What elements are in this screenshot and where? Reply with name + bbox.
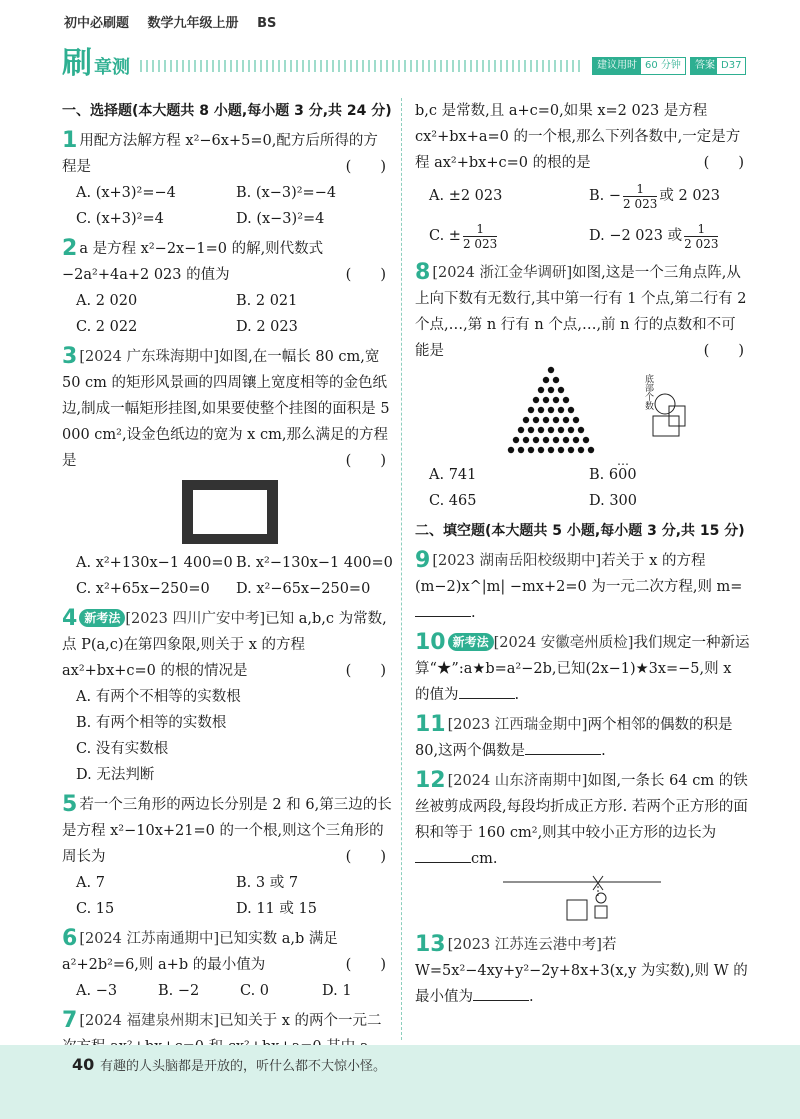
option: A. −3: [76, 983, 118, 999]
question-text: 若一个三角形的两边长分别是 2 和 6,第三边的长是方程 x²−10x+21=0 的一个根,则这个三角形的周长为: [62, 797, 392, 865]
option: B. 有两个相等的实数根: [76, 715, 227, 731]
question-text: 用配方法解方程 x²−6x+5=0,配方后所得的方程是: [62, 133, 378, 175]
question-source: [2024 山东济南期中]: [447, 773, 588, 789]
dot: [563, 437, 569, 443]
ellipsis: …: [617, 454, 629, 468]
answer-paren: ( ): [703, 343, 744, 359]
option: D. 11 或 15: [236, 901, 317, 917]
option: C. (x+3)²=4: [76, 211, 164, 227]
question-text: 两个相邻的偶数的积是 80,这两个偶数是: [415, 717, 733, 759]
dot: [518, 427, 524, 433]
answer-paren: ( ): [345, 849, 386, 865]
option: B. (x−3)²=−4: [236, 185, 337, 201]
dot: [533, 397, 539, 403]
question-2: [62, 236, 392, 340]
question-text: b,c 是常数,且 a+c=0,如果 x=2 023 是方程 cx²+bx+a=0 的一个根,那么下列各数中,一定是方程 ax²+bx+c=0 的根的是: [415, 103, 741, 171]
question-text: 若 W=5x²−4xy+y²−2y+8x+3(x,y 为实数),则 W 的最小值为: [415, 937, 748, 1005]
question-number: 4: [62, 606, 78, 631]
fraction: $\frac{1}{2 023}$: [684, 221, 719, 251]
option: B. 600: [589, 467, 637, 483]
question-source: [2024 安徽亳州质检]: [493, 635, 634, 651]
fraction: $\frac{1}{2 023}$: [462, 221, 498, 251]
dot: [588, 447, 594, 453]
time-label: 建议用时: [592, 57, 642, 75]
options: [76, 684, 392, 788]
options: [76, 978, 392, 1004]
answer-label: 答案: [690, 57, 720, 75]
question-source: [2023 四川广安中考]: [125, 611, 266, 627]
dot: [543, 377, 549, 383]
question-1: [62, 128, 392, 232]
option: C. 没有实数根: [76, 741, 169, 757]
question-source: [2024 江苏南通期中]: [79, 931, 220, 947]
question-text: 已知 a,b,c 为常数,点 P(a,c)在第四象限,则关于 x 的方程 ax²+bx+c=0 的根的情况是: [62, 611, 387, 679]
question-text: 如图,在一幅长 80 cm,宽 50 cm 的矩形风景画的四周镶上宽度相等的金色纸边,制成一幅矩形挂图,如果要使整个挂图的面积是 5 000 cm²,设金色纸边的宽为 x cm,那么满足的方程是: [62, 349, 390, 469]
question-number: 8: [415, 260, 431, 285]
dot-triangle-figure: [415, 364, 750, 468]
dot: [563, 417, 569, 423]
question-source: [2023 江西瑞金期中]: [447, 717, 588, 733]
question-5: [62, 792, 392, 922]
dot: [538, 447, 544, 453]
option: A. 7: [76, 875, 105, 891]
answer-paren: ( ): [703, 155, 744, 171]
right-column: [415, 98, 750, 1010]
answer-blank[interactable]: [415, 602, 471, 617]
dot: [553, 417, 559, 423]
running-header: [64, 12, 290, 31]
option: B. 2 021: [236, 293, 298, 309]
question-6: [62, 926, 392, 1004]
options: [76, 180, 392, 232]
dot: [548, 407, 554, 413]
option: B. x²−130x−1 400=0: [236, 555, 393, 571]
answer-blank[interactable]: [415, 848, 471, 863]
answer-page: D37: [716, 57, 746, 75]
dot: [558, 407, 564, 413]
dot: [548, 447, 554, 453]
dot: [543, 417, 549, 423]
dot: [528, 427, 534, 433]
dot: [523, 417, 529, 423]
dot: [543, 437, 549, 443]
answer-paren: ( ): [345, 159, 386, 175]
question-number: 13: [415, 932, 446, 957]
question-text: a 是方程 x²−2x−1=0 的解,则代数式−2a²+4a+2 023 的值为: [62, 241, 324, 283]
option: A. ±2 023: [429, 188, 503, 204]
question-number: 12: [415, 768, 446, 793]
dot: [518, 447, 524, 453]
dot: [508, 447, 514, 453]
option: C. 0: [240, 983, 270, 999]
question-9: 9 [2023 湖南岳阳校级期中]若关于 x 的方程 (m−2)x^|m| −mx+2=0 为一元二次方程,则 m=.: [415, 548, 743, 621]
section-heading: 一、选择题(本大题共 8 小题,每小题 3 分,共 24 分): [62, 103, 392, 119]
question-number: 10: [415, 630, 446, 655]
answer-paren: ( ): [345, 663, 386, 679]
options: [76, 288, 392, 340]
question-source: [2024 福建泉州期末]: [79, 1013, 220, 1029]
question-source: [2023 湖南岳阳校级期中]: [432, 553, 602, 569]
option: B. 3 或 7: [236, 875, 299, 891]
dot: [538, 427, 544, 433]
option: A. 2 020: [76, 293, 138, 309]
options: [76, 870, 392, 922]
dot: [533, 417, 539, 423]
question-text: 若关于 x 的方程 (m−2)x^|m| −mx+2=0 为一元二次方程,则 m=: [415, 553, 743, 595]
question-text: 已知关于 x 的两个一元二: [219, 1013, 382, 1029]
question-number: 7: [62, 1008, 78, 1033]
option: B. −2: [158, 983, 200, 999]
answer-paren: ( ): [345, 453, 386, 469]
wire-figure: [415, 872, 750, 928]
question-text: 如图,一条长 64 cm 的铁丝被剪成两段,每段均折成正方形. 若两个正方形的面积和等于 160 cm²,则其中较小正方形的边长为: [415, 773, 748, 841]
page-footer: [0, 1045, 800, 1119]
page-number: 40: [72, 1055, 95, 1074]
dot: [558, 387, 564, 393]
option: C. 15: [76, 901, 115, 917]
dot: [573, 417, 579, 423]
dot: [573, 437, 579, 443]
options: [429, 176, 750, 256]
time-value: 60 分钟: [640, 57, 686, 75]
frame-figure: [62, 474, 392, 550]
option: D. 1: [322, 983, 352, 999]
dot: [553, 397, 559, 403]
brand-logo: 刷章测: [62, 46, 130, 81]
dot: [558, 427, 564, 433]
question-3: [62, 344, 392, 602]
reading-cartoon: [639, 374, 699, 444]
option: D. x²−65x−250=0: [236, 581, 371, 597]
subject: 数学九年级上册: [147, 16, 239, 31]
dot: [553, 437, 559, 443]
option: D. 无法判断: [76, 767, 155, 783]
question-text: 已知实数 a,b 满足 a²+2b²=6,则 a+b 的最小值为: [62, 931, 338, 973]
dot: [568, 447, 574, 453]
fraction: $\frac{1}{2 023}$: [623, 181, 658, 211]
options: [429, 462, 750, 514]
dot: [533, 437, 539, 443]
dot: [568, 407, 574, 413]
question-number: 1: [62, 128, 78, 153]
question-8: [415, 260, 750, 514]
dot: [578, 447, 584, 453]
question-source: [2023 江苏连云港中考]: [447, 937, 602, 953]
dot: [528, 447, 534, 453]
question-10: 10 新考法 [2024 安徽亳州质检]我们规定一种新运算“★”:a★b=a²−2b,已知(2x−1)★3x=−5,则 x 的值为 .: [415, 630, 750, 703]
question-text: 如图,这是一个三角点阵,从上向下数有无数行,其中第一行有 1 个点,第二行有 2 个点,…,第 n 行有 n 个点,…,前 n 行的点数和不可能是: [415, 265, 747, 359]
question-12: 12 [2024 山东济南期中]如图,一条长 64 cm 的铁丝被剪成两段,每段均折成正方形. 若两个正方形的面积和等于 160 cm²,则其中较小正方形的边长为cm.: [415, 768, 750, 928]
answer-blank[interactable]: [473, 986, 529, 1001]
option: A. 有两个不相等的实数根: [76, 689, 241, 705]
question-source: [2024 广东珠海期中]: [79, 349, 220, 365]
question-13: 13 [2023 江苏连云港中考]若 W=5x²−4xy+y²−2y+8x+3(x,y 为实数),则 W 的最小值为 .: [415, 932, 748, 1005]
question-number: 9: [415, 548, 431, 573]
header-stripes: [140, 60, 580, 72]
question-number: 11: [415, 712, 446, 737]
question-number: 6: [62, 926, 78, 951]
edition: BS: [257, 16, 277, 31]
option: C. 465: [429, 493, 477, 509]
answer-blank[interactable]: [525, 740, 601, 755]
dot: [548, 427, 554, 433]
option: A. (x+3)²=−4: [76, 185, 176, 201]
option: C. ± $\frac{1}{2 023}$: [429, 221, 498, 251]
question-source: [2024 浙江金华调研]: [432, 265, 573, 281]
dot: [553, 377, 559, 383]
wire-diagram: [501, 872, 671, 928]
cartoon-text: 底部个数: [643, 374, 653, 410]
new-method-badge: 新考法: [79, 609, 125, 627]
answer-paren: ( ): [345, 957, 386, 973]
option: A. 741: [429, 467, 477, 483]
footer-quote: 有趣的人头脑都是开放的，听什么都不大惊小怪。: [100, 1059, 387, 1074]
dot: [583, 437, 589, 443]
option: A. x²+130x−1 400=0: [76, 555, 233, 571]
question-text: 我们规定一种新运算“★”:a★b=a²−2b,已知(2x−1)★3x=−5,则 x 的值为: [415, 635, 750, 703]
dot: [568, 427, 574, 433]
option: D. −2 023 或 $\frac{1}{2 023}$: [589, 221, 719, 251]
dot: [563, 397, 569, 403]
dot: [558, 447, 564, 453]
question-number: 5: [62, 792, 78, 817]
inner-picture: [193, 490, 267, 534]
question-4: [62, 606, 392, 788]
dot: [578, 427, 584, 433]
option: D. 300: [589, 493, 638, 509]
question-7-continued: [415, 98, 750, 176]
option: B. − $\frac{1}{2 023}$ 或 2 023: [589, 181, 721, 211]
options: [76, 550, 392, 602]
question-number: 3: [62, 344, 78, 369]
option: D. (x−3)²=4: [236, 211, 325, 227]
answer-paren: ( ): [345, 267, 386, 283]
dot: [543, 397, 549, 403]
dot: [523, 437, 529, 443]
question-number: 2: [62, 236, 78, 261]
left-column: [62, 98, 392, 1060]
answer-blank[interactable]: [459, 684, 515, 699]
section-heading: 二、填空题(本大题共 5 小题,每小题 3 分,共 15 分): [415, 523, 745, 539]
dot: [548, 367, 554, 373]
column-separator: [401, 98, 402, 1040]
dot: [513, 437, 519, 443]
option: C. 2 022: [76, 319, 138, 335]
option: C. x²+65x−250=0: [76, 581, 210, 597]
dot: [528, 407, 534, 413]
dot: [548, 387, 554, 393]
question-11: 11 [2023 江西瑞金期中]两个相邻的偶数的积是 80,这两个偶数是 .: [415, 712, 733, 759]
option: D. 2 023: [236, 319, 298, 335]
new-method-badge: 新考法: [448, 633, 494, 651]
book-title: 初中必刷题: [64, 16, 130, 31]
dot: [538, 387, 544, 393]
dot: [538, 407, 544, 413]
